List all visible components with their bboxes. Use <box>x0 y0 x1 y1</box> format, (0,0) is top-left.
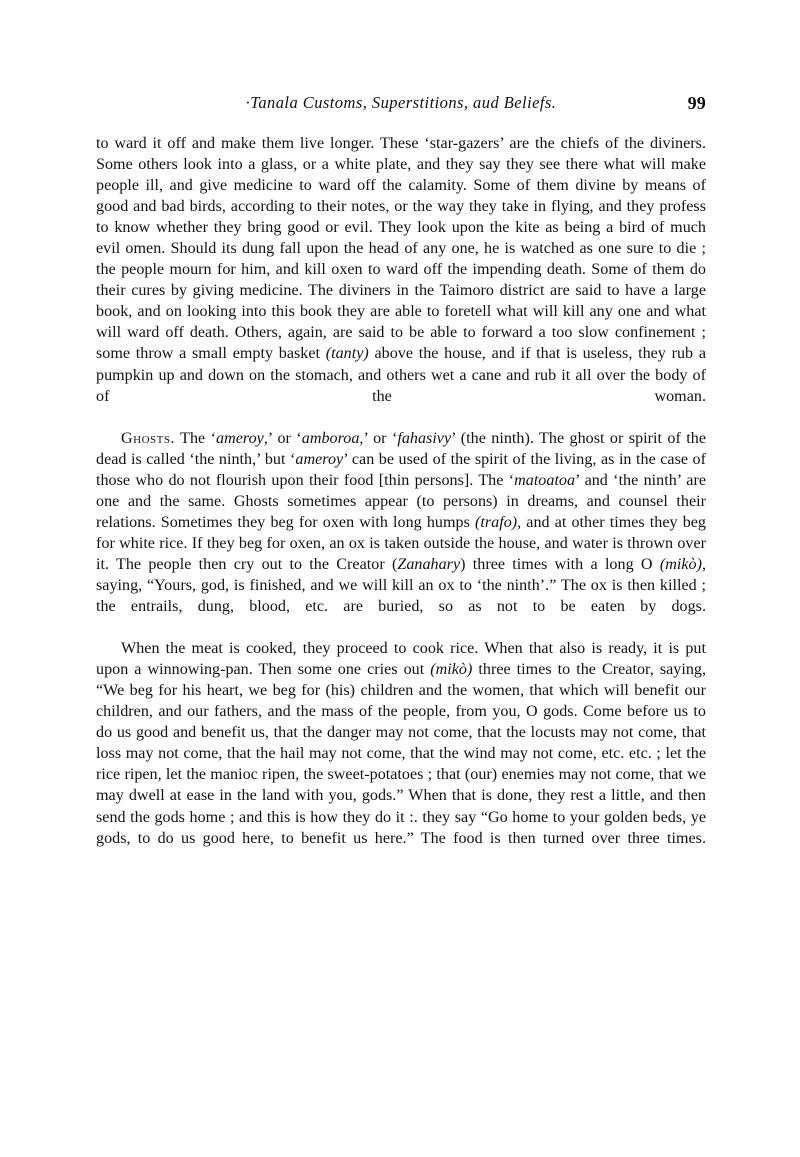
text-run: three times to the Creator, saying, “We beg for his heart, we beg for (his) children and the women, that which will benefit our children, and our fathers, and the mass of the people, from you, O gods. Come before us to do us good and benefit us, that the danger may not come, that the locusts may not come, that loss may not come, that the hail may not come, that the wind may not come, etc. etc. ; let the rice ripen, let the manioc ripen, the sweet-potatoes ; that (our) enemies may not come, that we may dwell at ease in the land with you, gods.” When that is done, they rest a little, and then send the gods home ; and this is how they do it :. they say “Go home to your golden beds, ye gods, to do us good here, to benefit us here.” The food is then turned over three times. <box>96 661 706 847</box>
running-head <box>96 93 706 117</box>
italic-term: matoatoa <box>514 471 576 489</box>
text-run: to ward it off and make them live longer. These ‘star-gazers’ are the chiefs of the diviners. Some others look into a glass, or a white plate, and they say they see there what will make people ill, and give medicine to ward off the calamity. Some of them divine by means of good and bad birds, according to their notes, or the way they take in flying, and they profess to know whether they bring good or evil. They look upon the kite as being a bird of much evil omen. Should its dung fall upon the head of any one, he is watched as one sure to die ; the people mourn for him, and kill oxen to ward off the impending death. Some of them do their cures by giving medicine. The diviners in the Taimoro district are said to have a large book, and on looking into this book they are able to foretell what will kill any one and what will ward off death. Others, again, are said to be able to forward a too slow confinement ; some throw a small empty basket <box>96 135 706 363</box>
italic-term: (tanty) <box>325 345 369 363</box>
text-run: ’ and ‘the ninth’ are one and the same. Ghosts sometimes appear (to persons) in dreams, and counsel their relations. Sometimes they beg for oxen with long humps <box>96 471 706 531</box>
paragraph-para-2 <box>96 428 706 638</box>
text-run: ,’ or ‘ <box>359 429 398 447</box>
text-run: ’ (the ninth). The ghost or spirit of the dead is called ‘the ninth,’ but ‘ <box>96 429 707 468</box>
text-run: , and at other times they beg for white rice. If they beg for oxen, an ox is taken outside the house, and water is thrown over it. The people then cry out to the Creator ( <box>96 513 707 573</box>
text-run: ) three times with a long O <box>460 555 660 573</box>
text-run: ,’ or ‘ <box>263 429 302 447</box>
italic-term: Zanahary <box>397 555 461 573</box>
paragraph-para-1 <box>96 133 706 428</box>
italic-term: (mikò) <box>430 661 473 679</box>
text-run: , saying, “Yours, god, is finished, and we will kill an ox to ‘the ninth’.” The ox is then killed ; the entrails, dung, blood, etc. are buried, so as not to be eaten by dogs. <box>96 555 706 616</box>
body-text-block <box>96 133 706 870</box>
text-run: ’ can be used of the spirit of the living, as in the case of those who do not flourish upon their food [thin persons]. The ‘ <box>96 450 706 489</box>
section-label: Ghosts. <box>121 429 175 447</box>
text-run: The ‘ <box>175 429 217 447</box>
paragraph-para-3 <box>96 638 706 870</box>
running-head-title: ·Tanala Customs, Superstitions, aud Beliefs. <box>245 93 557 112</box>
italic-term: (trafo) <box>474 513 518 531</box>
text-run: When the meat is cooked, they proceed to cook rice. When that also is ready, it is put upon a winnowing-pan. Then some one cries out <box>96 640 706 679</box>
text-run: above the house, and if that is useless, they rub a pumpkin up and down on the stomach, and others wet a cane and rub it all over the body of of the woman. <box>96 345 706 405</box>
italic-term: (mikò) <box>659 555 702 573</box>
italic-term: amboroa <box>301 429 360 447</box>
page-number: 99 <box>687 93 706 113</box>
italic-term: ameroy <box>295 450 344 468</box>
italic-term: fahasivy <box>397 429 452 447</box>
italic-term: ameroy <box>216 429 264 447</box>
